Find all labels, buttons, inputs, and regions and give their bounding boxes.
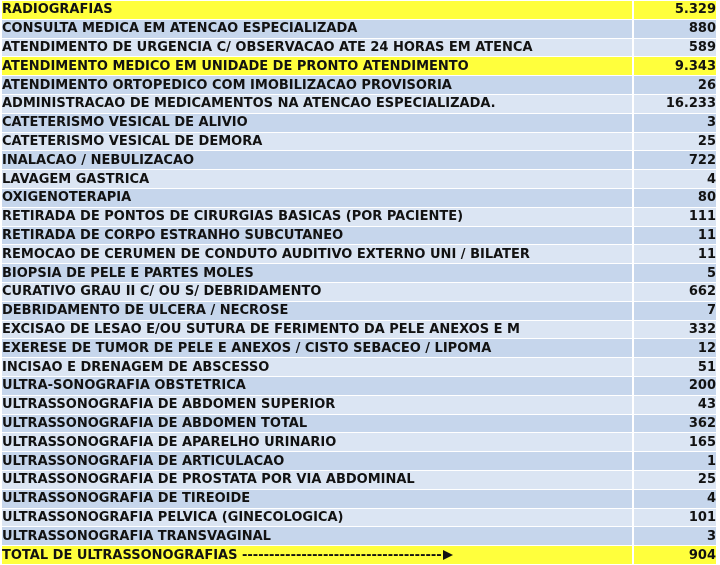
table-row [0,245,720,264]
procedure-count: 80 [633,188,716,207]
procedure-label: DEBRIDAMENTO DE ULCERA / NECROSE [2,301,633,320]
table-row [0,470,720,489]
procedure-count: 4 [633,170,716,189]
table-row [0,452,720,471]
procedure-label: CURATIVO GRAU II C/ OU S/ DEBRIDAMENTO [2,282,633,301]
procedure-label: ULTRASSONOGRAFIA TRANSVAGINAL [2,527,633,546]
procedure-count: 7 [633,301,716,320]
table-row [0,207,720,226]
procedure-label: RETIRADA DE PONTOS DE CIRURGIAS BASICAS (POR PACIENTE) [2,207,633,226]
procedure-count: 589 [633,38,716,57]
table-row [0,264,720,283]
table-row [0,320,720,339]
table-row [0,433,720,452]
procedure-count: 26 [633,76,716,95]
table-row [0,358,720,377]
arrow-right-icon [443,550,453,560]
procedure-label: ATENDIMENTO MEDICO EM UNIDADE DE PRONTO ATENDIMENTO [2,57,633,76]
procedure-label: ULTRASSONOGRAFIA DE ABDOMEN TOTAL [2,414,633,433]
procedure-count: 4 [633,489,716,508]
procedure-label: INALACAO / NEBULIZACAO [2,151,633,170]
procedure-label: CATETERISMO VESICAL DE ALIVIO [2,113,633,132]
table-row [0,151,720,170]
procedure-label: ATENDIMENTO DE URGENCIA C/ OBSERVACAO ATE 24 HORAS EM ATENCA [2,38,633,57]
table-row [0,376,720,395]
table-row [0,282,720,301]
procedure-label: BIOPSIA DE PELE E PARTES MOLES [2,264,633,283]
table-row [0,489,720,508]
table-row [0,301,720,320]
procedure-label: ULTRASSONOGRAFIA DE ARTICULACAO [2,452,633,471]
table-row [0,414,720,433]
table-row [0,188,720,207]
total-label: TOTAL DE ULTRASSONOGRAFIAS [2,547,238,563]
procedure-label: EXCISAO DE LESAO E/OU SUTURA DE FERIMENTO DA PELE ANEXOS E M [2,320,633,339]
procedure-count: 43 [633,395,716,414]
procedure-label: EXERESE DE TUMOR DE PELE E ANEXOS / CISTO SEBACEO / LIPOMA [2,339,633,358]
procedure-label: CONSULTA MEDICA EM ATENCAO ESPECIALIZADA [2,19,633,38]
table-row [0,113,720,132]
procedure-count: 11 [633,245,716,264]
procedure-label: LAVAGEM GASTRICA [2,170,633,189]
procedure-count: 165 [633,433,716,452]
table-row [0,38,720,57]
procedure-label: INCISAO E DRENAGEM DE ABSCESSO [2,358,633,377]
table-row [0,226,720,245]
table-row [0,170,720,189]
procedure-count: 332 [633,320,716,339]
procedure-count: 11 [633,226,716,245]
procedure-count: 25 [633,470,716,489]
total-row [0,546,720,565]
table-row [0,527,720,546]
procedure-label: RETIRADA DE CORPO ESTRANHO SUBCUTANEO [2,226,633,245]
procedure-label: OXIGENOTERAPIA [2,188,633,207]
procedure-count: 3 [633,527,716,546]
procedure-count: 722 [633,151,716,170]
total-count: 904 [633,546,716,565]
procedure-count: 662 [633,282,716,301]
procedure-label: CATETERISMO VESICAL DE DEMORA [2,132,633,151]
procedure-count: 5 [633,264,716,283]
table-row [0,508,720,527]
table-row [0,57,720,76]
table-row [0,19,720,38]
table-row [0,339,720,358]
procedure-count: 16.233 [633,94,716,113]
procedure-label: ADMINISTRACAO DE MEDICAMENTOS NA ATENCAO ESPECIALIZADA. [2,94,633,113]
procedure-count: 362 [633,414,716,433]
procedure-label: ULTRA-SONOGRAFIA OBSTETRICA [2,376,633,395]
total-label-cell [2,546,633,565]
table-row [0,132,720,151]
procedure-count: 111 [633,207,716,226]
procedure-label: ULTRASSONOGRAFIA DE APARELHO URINARIO [2,433,633,452]
table-row [0,94,720,113]
table-row [0,1,720,20]
table-row [0,395,720,414]
procedure-count: 5.329 [633,1,716,20]
procedure-count: 200 [633,376,716,395]
procedure-count: 25 [633,132,716,151]
procedure-count: 101 [633,508,716,527]
procedure-label: REMOCAO DE CERUMEN DE CONDUTO AUDITIVO EXTERNO UNI / BILATER [2,245,633,264]
table-row [0,76,720,95]
procedure-label: ULTRASSONOGRAFIA DE ABDOMEN SUPERIOR [2,395,633,414]
procedure-count: 51 [633,358,716,377]
procedure-label: ATENDIMENTO ORTOPEDICO COM IMOBILIZACAO PROVISORIA [2,76,633,95]
procedure-label: ULTRASSONOGRAFIA DE PROSTATA POR VIA ABDOMINAL [2,470,633,489]
total-leader-line: ------------------------------------- [242,547,442,563]
procedure-label: ULTRASSONOGRAFIA DE TIREOIDE [2,489,633,508]
procedure-label: RADIOGRAFIAS [2,1,633,20]
procedure-count: 12 [633,339,716,358]
procedure-label: ULTRASSONOGRAFIA PELVICA (GINECOLOGICA) [2,508,633,527]
procedure-count: 3 [633,113,716,132]
procedure-count: 1 [633,452,716,471]
procedure-count: 9.343 [633,57,716,76]
procedure-count: 880 [633,19,716,38]
procedures-table-body [0,1,720,565]
